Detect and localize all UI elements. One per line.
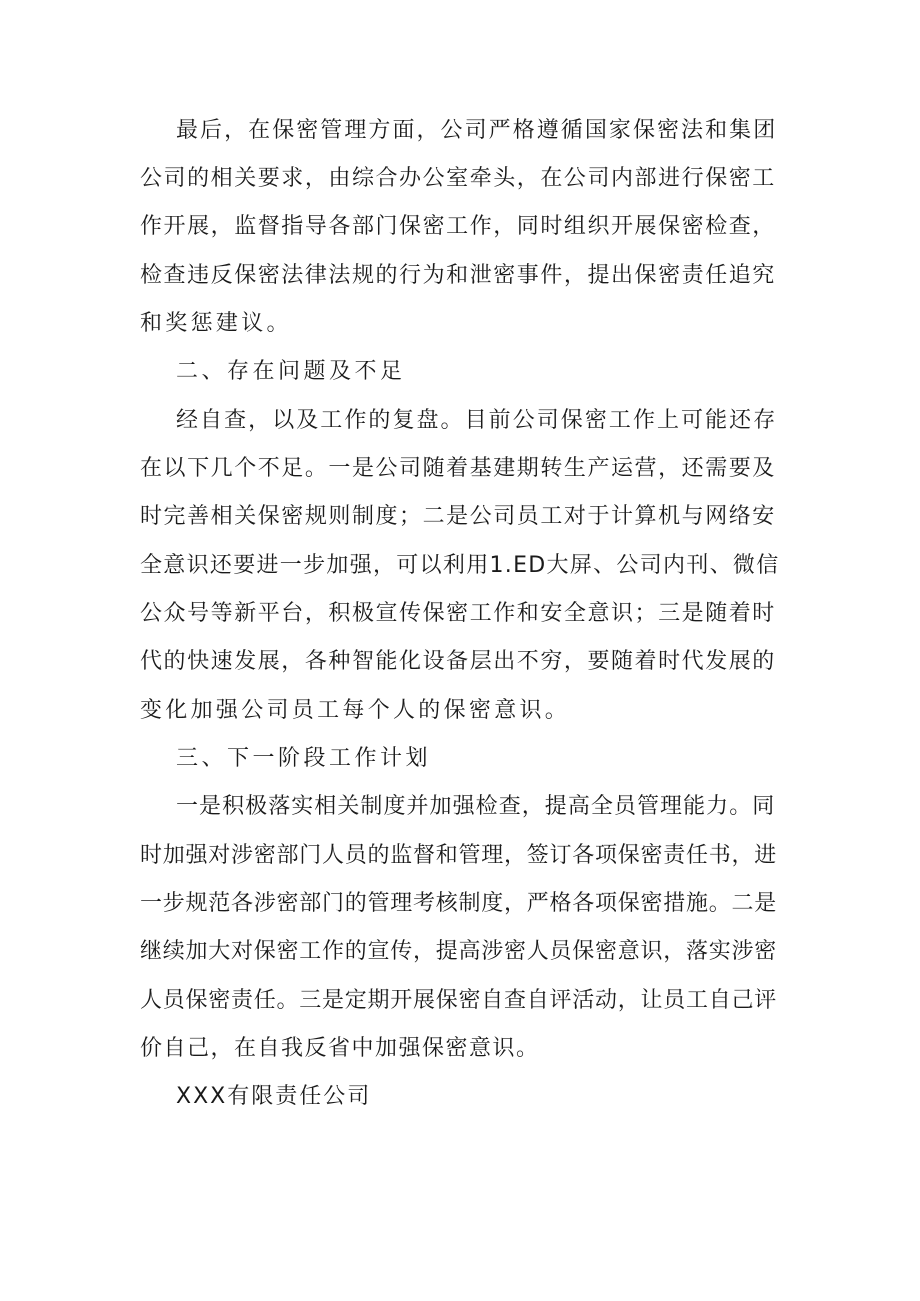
paragraph-1-line-5: 和奖惩建议。 <box>140 311 292 336</box>
paragraph-3-line-6: 价自己，在自我反省中加强保密意识。 <box>140 1036 540 1061</box>
paragraph-3-line-3: 一步规范各涉密部门的管理考核制度，严格各项保密措施。二是 <box>140 891 778 916</box>
paragraph-3-line-1: 一是积极落实相关制度并加强检查，提高全员管理能力。同 <box>176 794 776 819</box>
company-signature: XXX有限责任公司 <box>176 1084 372 1109</box>
paragraph-2-line-1: 经自查，以及工作的复盘。目前公司保密工作上可能还存 <box>176 408 778 433</box>
paragraph-2-line-5: 公众号等新平台，积极宣传保密工作和安全意识；三是随着时 <box>140 601 776 626</box>
paragraph-2-line-2: 在以下几个不足。一是公司随着基建期转生产运营，还需要及 <box>140 456 776 481</box>
paragraph-2-line-3: 时完善相关保密规则制度；二是公司员工对于计算机与网络安 <box>140 504 776 529</box>
paragraph-2-line-6: 代的快速发展，各种智能化设备层出不穷，要随着时代发展的 <box>140 649 776 674</box>
paragraph-1-line-1: 最后，在保密管理方面，公司严格遵循国家保密法和集团 <box>176 118 778 143</box>
paragraph-3-line-2: 时加强对涉密部门人员的监督和管理，签订各项保密责任书，进 <box>140 843 778 868</box>
section-heading-2: 二、存在问题及不足 <box>176 359 406 384</box>
paragraph-1-line-4: 检查违反保密法律法规的行为和泄密事件，提出保密责任追究 <box>140 263 776 288</box>
paragraph-3-line-5: 人员保密责任。三是定期开展保密自查自评活动，让员工自己评 <box>140 988 778 1013</box>
paragraph-1-line-2: 公司的相关要求，由综合办公室牵头，在公司内部进行保密工 <box>140 166 776 191</box>
section-heading-3: 三、下一阶段工作计划 <box>176 746 432 771</box>
paragraph-1-line-3: 作开展，监督指导各部门保密工作，同时组织开展保密检查， <box>140 214 776 239</box>
paragraph-3-line-4: 继续加大对保密工作的宣传，提高涉密人员保密意识，落实涉密 <box>140 939 778 964</box>
paragraph-2-line-7: 变化加强公司员工每个人的保密意识。 <box>140 698 571 723</box>
paragraph-2-line-4: 全意识还要进一步加强，可以利用1.ED大屏、公司内刊、微信 <box>140 553 780 578</box>
